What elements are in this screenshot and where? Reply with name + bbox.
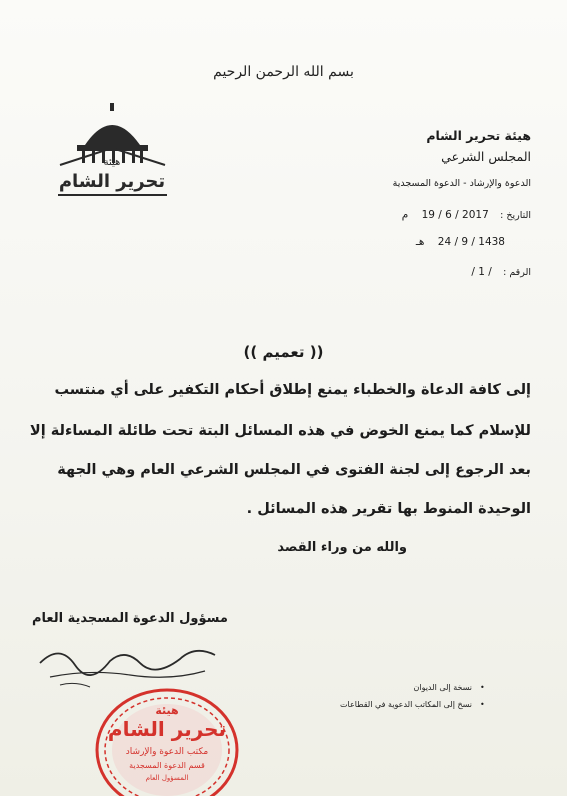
body-line-1: إلى كافة الدعاة والخطباء يمنع إطلاق أحكام التكفير على أي منتسب <box>54 382 531 398</box>
basmala: بسم الله الرحمن الرحيم <box>213 64 354 80</box>
date-label: التاريخ : <box>500 210 531 221</box>
hijri-date: 24 / 9 / 1438 <box>437 236 505 248</box>
stamp-main: تحرير الشام <box>107 717 227 741</box>
body-line-3: بعد الرجوع إلى لجنة الفتوى في المجلس الشرعي العام وهي الجهة <box>57 462 531 478</box>
bullet-icon: • <box>480 700 485 709</box>
department-name: الدعوة والإرشاد - الدعوة المسجدية <box>392 178 531 189</box>
stamp-line1: مكتب الدعوة والإرشاد <box>125 747 209 757</box>
reference-row <box>471 266 531 278</box>
circular-title: (( تعميم )) <box>243 343 324 361</box>
logo-line1: هيئة <box>103 157 121 168</box>
distribution-item: •نسخة إلى الديوان <box>413 683 485 692</box>
hijri-date-row <box>416 236 505 248</box>
council-name: المجلس الشرعي <box>441 149 531 164</box>
gregorian-date-row <box>402 209 531 221</box>
gregorian-suffix: م <box>401 209 409 221</box>
body-line-2: للإسلام كما يمنع الخوض في هذه المسائل البتة تحت طائلة المساءلة إلا <box>29 423 531 439</box>
reference-number: / 1 / <box>471 266 492 278</box>
organization-logo <box>50 103 175 203</box>
gregorian-date: 19 / 6 / 2017 <box>421 209 489 221</box>
reference-label: الرقم : <box>503 267 531 278</box>
distribution-list <box>340 683 485 717</box>
official-title: مسؤول الدعوة المسجدية العام <box>32 611 228 626</box>
stamp-line3: المسؤول العام <box>145 774 189 782</box>
body-line-4: الوحيدة المنوط بها تقرير هذه المسائل . <box>246 501 531 517</box>
closing-phrase: والله من وراء القصد <box>277 540 407 555</box>
hijri-suffix: هـ <box>415 236 425 248</box>
official-stamp <box>93 680 241 796</box>
stamp-top: هيئة <box>155 704 179 717</box>
bullet-icon: • <box>480 683 485 692</box>
distribution-item: •نسخ إلى المكاتب الدعوية في القطاعات <box>340 700 485 709</box>
organization-name: هيئة تحرير الشام <box>426 128 531 143</box>
stamp-line2: قسم الدعوة المسجدية <box>129 761 205 770</box>
logo-line2: تحرير الشام <box>58 171 166 192</box>
